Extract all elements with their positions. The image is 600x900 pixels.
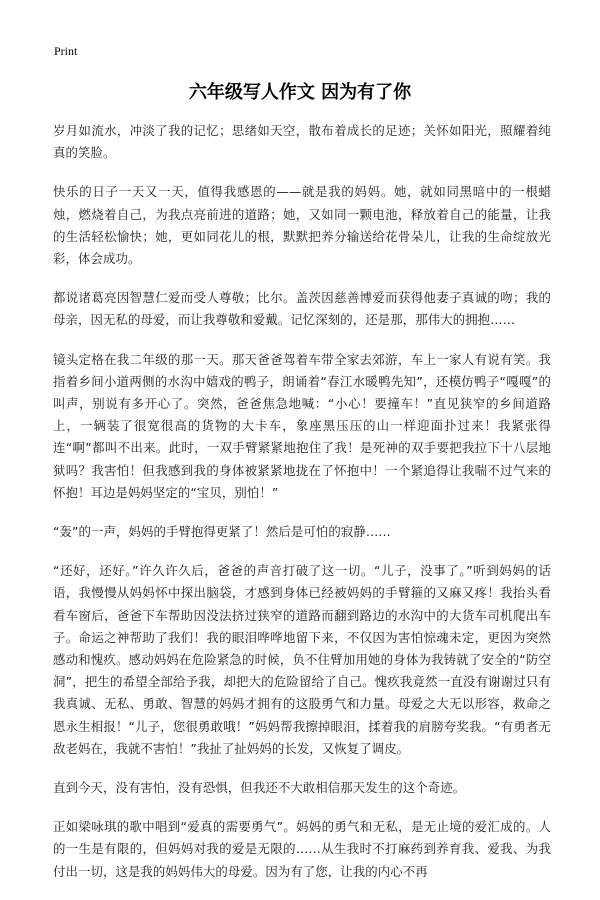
print-link[interactable]: Print [54, 44, 78, 58]
paragraph: 正如梁咏琪的歌中唱到“爱真的需要勇气”。妈妈的勇气和无私，是无止境的爱汇成的。人的一生是有限的，但妈妈对我的爱是无限的……从生我时不打麻药到养育我、爱我、为我付出一切，这是我的妈妈伟大的母爱。因为有了您，让我的内心不再 [53, 819, 551, 879]
paragraph: “还好，还好。”许久许久后，爸爸的声音打破了这一切。“儿子，没事了。”听到妈妈的话语，我慢慢从妈妈怀中探出脑袋，才感到身体已经被妈妈的手臂箍的又麻又疼！我抬头看看车窗后，爸爸下车帮助因没法挤过狭窄的道路而翻到路边的水沟中的大货车司机爬出车子。命运之神帮助了我们！我的眼泪哗哗地留下来，不仅因为害怕惊魂未定，更因为突然感动和愧疚。感动妈妈在危险紧急的时候，负不住臂加用她的身体为我铸就了安全的“防空洞”，把生的希望全部给予我，却把大的危险留给了自己。愧疚我竟然一直没有谢谢过只有我真诚、无私、勇敢、智慧的妈妈才拥有的这股勇气和力量。母爱之大无以形容，救命之恩永生相报！“儿子，您很勇敢哦！”妈妈帮我擦掉眼泪，揉着我的肩膀夸奖我。“有勇者无敌老妈在，我就不害怕！”我扯了扯妈妈的长发，又恢复了调皮。 [53, 563, 551, 756]
paragraph: 直到今天，没有害怕，没有恐惧，但我还不大敢相信那天发生的这个奇迹。 [53, 780, 466, 796]
paragraph: “轰”的一声，妈妈的手臂抱得更紧了！然后是可怕的寂静…… [53, 524, 391, 540]
paragraph: 快乐的日子一天又一天，值得我感恩的——就是我的妈妈。她，就如同黑暗中的一根蜡烛，燃烧着自己，为我点亮前进的道路；她，又如同一颗电池，释放着自己的能量，让我的生活轻松愉快；她，更如同花儿的根，默默把养分输送给花骨朵儿，让我的生命绽放光彩，体会成功。 [53, 184, 551, 267]
paragraph: 镜头定格在我二年级的那一天。那天爸爸驾着车带全家去郊游，车上一家人有说有笑。我指着乡间小道两侧的水沟中嬉戏的鸭子，朗诵着“春江水暖鸭先知”，还模仿鸭子“嘎嘎”的叫声，别说有多开心了。突然，爸爸焦急地喊：“小心！要撞车！”直见狭窄的乡间道路上，一辆装了很宽很高的货物的大卡车，象座黑压压的山一样迎面扑过来！我紧张得连“啊”都叫不出来。此时，一双手臂紧紧地抱住了我！是死神的双手要把我拉下十八层地狱吗？我害怕！但我感到我的身体被紧紧地拢在了怀抱中！一个紧追得让我喘不过气来的怀抱！耳边是妈妈坚定的“宝贝，别怕！” [53, 351, 551, 500]
paragraph: 岁月如流水，冲淡了我的记忆；思绪如天空，散布着成长的足迹；关怀如阳光，照耀着纯真的笑脸。 [53, 123, 551, 161]
article-body [53, 120, 551, 900]
paragraph: 都说诸葛亮因智慧仁爱而受人尊敬；比尔。盖茨因慈善博爱而获得他妻子真诚的吻；我的母亲，因无私的母爱，而让我尊敬和爱戴。记忆深刻的，还是那，那伟大的拥抱…… [53, 290, 551, 328]
article-title: 六年级写人作文 因为有了你 [188, 82, 412, 103]
